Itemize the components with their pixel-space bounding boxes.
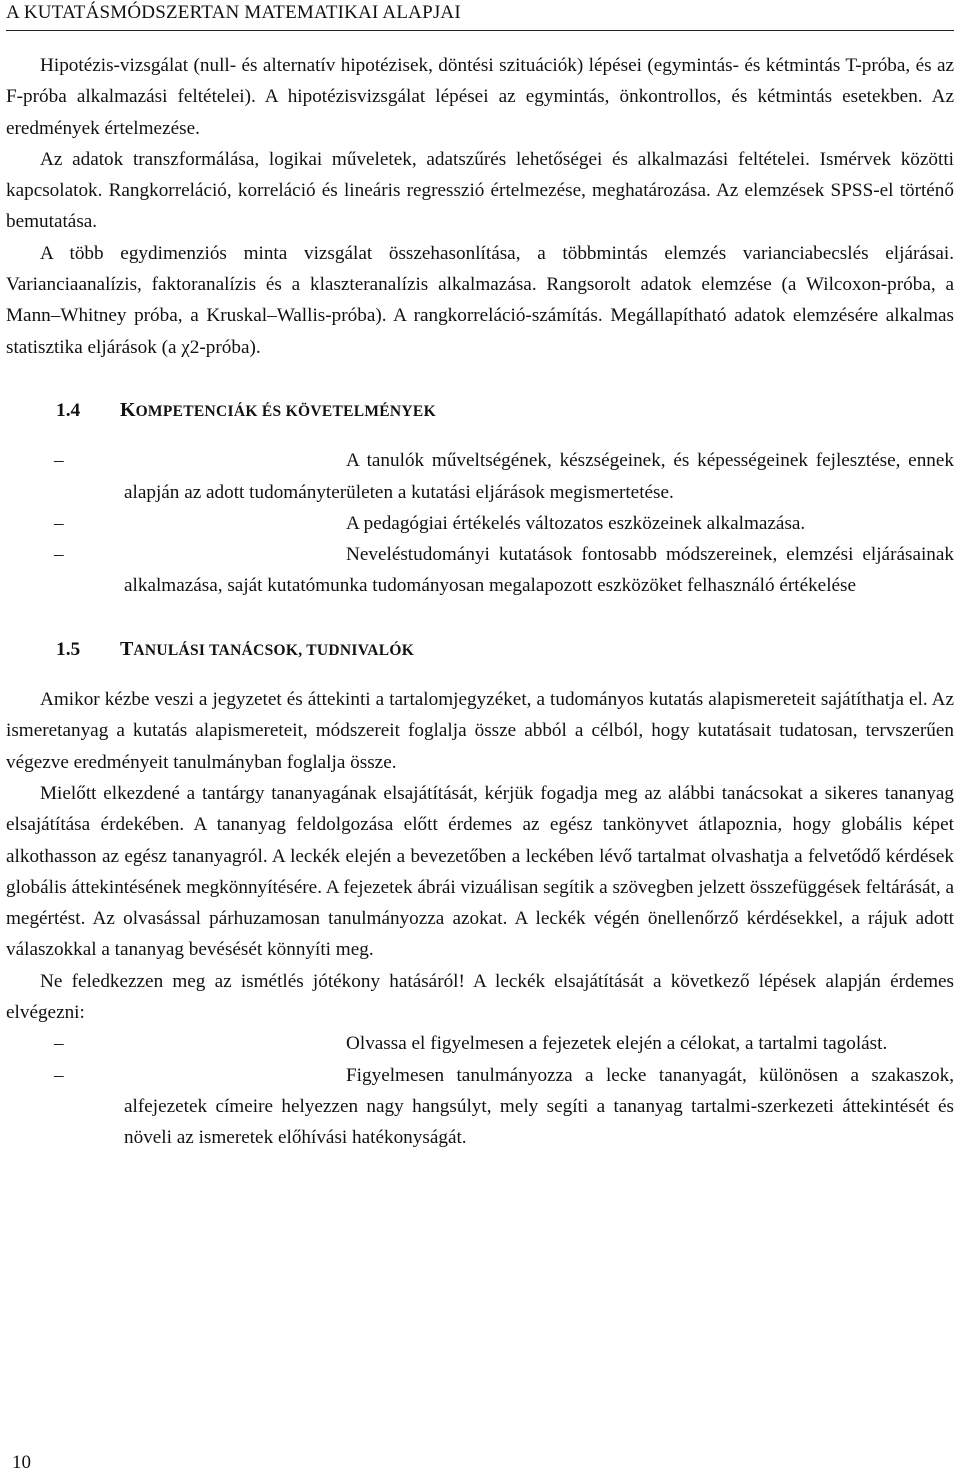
- list-item-text: A tanulók műveltségének, készségeinek, és képességeinek fejlesztése, ennek alapján az adott tudományterületen a kutatási eljárások megismertetése.: [124, 450, 954, 503]
- list-item: [6, 1060, 954, 1154]
- section-title: TANULÁSI TANÁCSOK, TUDNIVALÓK: [120, 637, 415, 660]
- dash-bullet: –: [54, 1064, 64, 1086]
- list-item-text: Olvassa el figyelmesen a fejezetek elején a célokat, a tartalmi tagolást.: [346, 1033, 888, 1055]
- competency-list: [6, 445, 954, 601]
- list-item: [6, 539, 954, 602]
- dash-bullet: –: [54, 1033, 64, 1055]
- body-paragraph: Ne feledkezzen meg az ismétlés jótékony hatásáról! A leckék elsajátítását a következő lépések alapján érdemes elvégezni:: [6, 970, 954, 1024]
- intro-paragraphs: [6, 50, 954, 363]
- dash-bullet: –: [54, 512, 64, 534]
- study-steps-list: [6, 1028, 954, 1153]
- list-item: [6, 445, 954, 508]
- body-paragraph: Amikor kézbe veszi a jegyzetet és áttekinti a tartalomjegyzéket, a tudományos kutatás alapismereteit sajátíthatja el. Az ismeretanyag a kutatás alapismereteit, módszereit foglalja össze abból a célból, hogy kutatásait tudatosan, tervszerűen végezve eredményeit tanulmányban foglalja össze.: [6, 689, 954, 773]
- section-number: 1.4: [56, 399, 81, 421]
- list-item: [6, 1028, 954, 1059]
- section-number: 1.5: [56, 638, 81, 660]
- list-item-text: Neveléstudományi kutatások fontosabb módszereinek, elemzési eljárásainak alkalmazása, saját kutatómunka tudományosan megalapozott eszközöket felhasználó értékelése: [124, 544, 954, 597]
- section-heading-competencies: [56, 395, 954, 427]
- list-item-text: A pedagógiai értékelés változatos eszközeinek alkalmazása.: [346, 512, 806, 534]
- section-title: KOMPETENCIÁK ÉS KÖVETELMÉNYEK: [120, 398, 436, 421]
- intro-paragraph: Az adatok transzformálása, logikai műveletek, adatszűrés lehetőségei és alkalmazási feltételei. Ismérvek közötti kapcsolatok. Rangkorreláció, korreláció és lineáris regresszió értelmezése, meghatározása. Az elemzések SPSS-el történő bemutatása.: [6, 148, 954, 233]
- intro-paragraph: A több egydimenziós minta vizsgálat összehasonlítása, a többmintás elemzés varianciabecslés eljárásai. Varianciaanalízis, faktoranalízis és a klaszteranalízis alkalmazása. Rangsorolt adatok elemzése (a Wilcoxon-próba, a Mann–Whitney próba, a Kruskal–Wallis-próba). A rangkorreláció-számítás. Megállapítható adatok elemzésére alkalmas statisztika eljárások (a χ2-próba).: [6, 242, 954, 358]
- body-paragraph: Mielőtt elkezdené a tantárgy tananyagának elsajátítását, kérjük fogadja meg az alábbi tanácsokat a sikeres tananyag elsajátítása érdekében. A tananyag feldolgozása előtt érdemes az egész tankönyvet átlapoznia, hogy globális képet alkothasson az egész tananyagról. A leckék elején a bevezetőben a leckében lévő tartalmat olvashatja a felvetődő kérdések globális áttekintésének megkönnyítésére. A fejezetek ábrái vizuálisan segítik a szövegben jelzett összefüggések feltárását, a megértést. Az olvasással párhuzamosan tanulmányozza azokat. A leckék végén önellenőrző kérdésekkel, a rájuk adott válaszokkal a tananyag bevésését könnyíti meg.: [6, 782, 954, 961]
- dash-bullet: –: [54, 544, 64, 566]
- page-number: 10: [12, 1452, 31, 1473]
- list-item: [6, 508, 954, 539]
- dash-bullet: –: [54, 450, 64, 472]
- intro-paragraph: Hipotézis-vizsgálat (null- és alternatív hipotézisek, döntési szituációk) lépései (egymintás- és kétmintás T-próba, és az F-próba alkalmazási feltételei). A hipotézisvizsgálat lépései az egymintás, önkontrollos, és kétmintás esetekben. Az eredmények értelmezése.: [6, 55, 954, 139]
- section-heading-study-tips: [56, 634, 954, 666]
- list-item-text: Figyelmesen tanulmányozza a lecke tananyagát, különösen a szakaszok, alfejezetek címeire helyezzen nagy hangsúlyt, mely segíti a tananyag tartalmi-szerkezeti áttekintését és növeli az ismeretek előhívási hatékonyságát.: [124, 1064, 954, 1149]
- page-body: [6, 50, 954, 1154]
- running-header: A KUTATÁSMÓDSZERTAN MATEMATIKAI ALAPJAI: [6, 2, 954, 31]
